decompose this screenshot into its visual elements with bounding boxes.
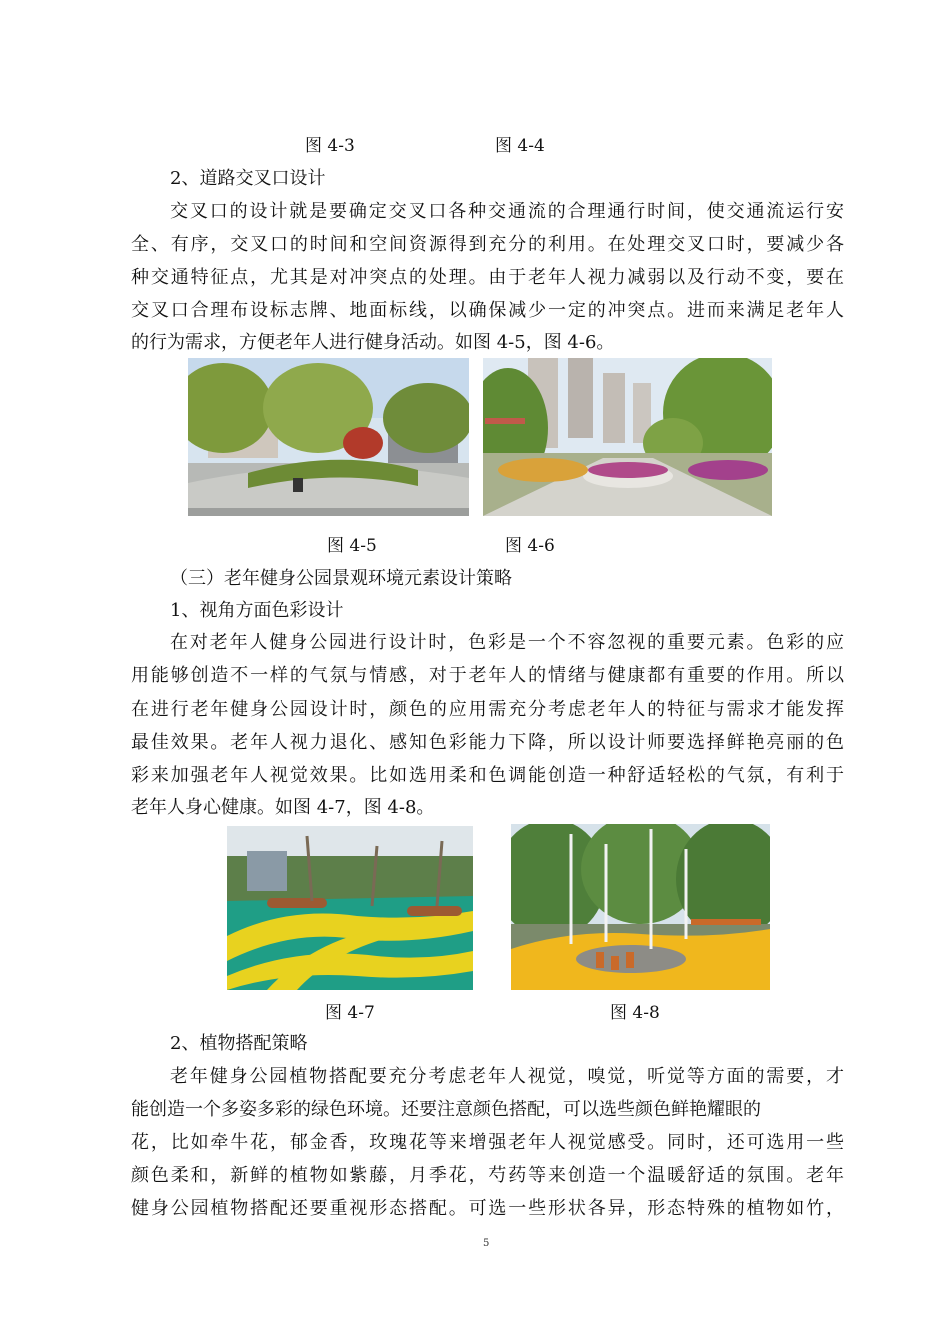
paragraph-line: 交叉口合理布设标志牌、地面标线，以确保减少一定的冲突点。进而来满足老年人 [131, 300, 844, 321]
heading-road-intersection: 2、道路交叉口设计 [170, 168, 326, 189]
heading-plant-strategy: 2、植物搭配策略 [170, 1033, 308, 1054]
paragraph-line: 用能够创造不一样的气氛与情感，对于老年人的情绪与健康都有重要的作用。所以 [131, 665, 844, 686]
paragraph-line: 最佳效果。老年人视力退化、感知色彩能力下降，所以设计师要选择鲜艳亮丽的色 [131, 732, 844, 753]
paragraph-line: 花，比如牵牛花，郁金香，玫瑰花等来增强老年人视觉感受。同时，还可选用一些 [131, 1132, 844, 1153]
caption-fig-4-6: 图 4-6 [505, 536, 555, 556]
caption-fig-4-7: 图 4-7 [325, 1003, 375, 1023]
caption-fig-4-4: 图 4-4 [495, 136, 545, 156]
paragraph-line: 交叉口的设计就是要确定交叉口各种交通流的合理通行时间，使交通流运行安 [170, 201, 844, 222]
caption-fig-4-8: 图 4-8 [610, 1003, 660, 1023]
paragraph-line: 全、有序，交叉口的时间和空间资源得到充分的利用。在处理交叉口时，要减少各 [131, 234, 844, 255]
paragraph-line: 在进行老年健身公园设计时，颜色的应用需充分考虑老年人的特征与需求才能发挥 [131, 699, 844, 720]
paragraph-line: 能创造一个多姿多彩的绿色环境。还要注意颜色搭配，可以选些颜色鲜艳耀眼的 [131, 1099, 761, 1120]
heading-section-three: （三）老年健身公园景观环境元素设计策略 [170, 568, 512, 589]
caption-fig-4-5: 图 4-5 [327, 536, 377, 556]
paragraph-line: 的行为需求，方便老年人进行健身活动。如图 4-5，图 4-6。 [131, 332, 615, 353]
paragraph-line: 颜色柔和，新鲜的植物如紫藤，月季花，芍药等来创造一个温暖舒适的氛围。老年 [131, 1165, 844, 1186]
heading-color-design: 1、视角方面色彩设计 [170, 600, 344, 621]
caption-fig-4-3: 图 4-3 [305, 136, 355, 156]
page-number: 5 [483, 1238, 490, 1249]
photo-fig-4-8 [511, 824, 770, 990]
paragraph-line: 老年健身公园植物搭配要充分考虑老年人视觉，嗅觉，听觉等方面的需要，才 [170, 1066, 844, 1087]
photo-fig-4-6 [483, 358, 772, 516]
paragraph-line: 彩来加强老年人视觉效果。比如选用柔和色调能创造一种舒适轻松的气氛，有利于 [131, 765, 844, 786]
paragraph-line: 老年人身心健康。如图 4-7，图 4-8。 [131, 797, 435, 818]
paragraph-line: 健身公园植物搭配还要重视形态搭配。可选一些形状各异，形态特殊的植物如竹， [131, 1198, 844, 1219]
paragraph-line: 种交通特征点，尤其是对冲突点的处理。由于老年人视力减弱以及行动不变，要在 [131, 267, 844, 288]
photo-fig-4-5 [188, 358, 469, 516]
paragraph-line: 在对老年人健身公园进行设计时，色彩是一个不容忽视的重要元素。色彩的应 [170, 632, 844, 653]
photo-fig-4-7 [227, 826, 473, 990]
